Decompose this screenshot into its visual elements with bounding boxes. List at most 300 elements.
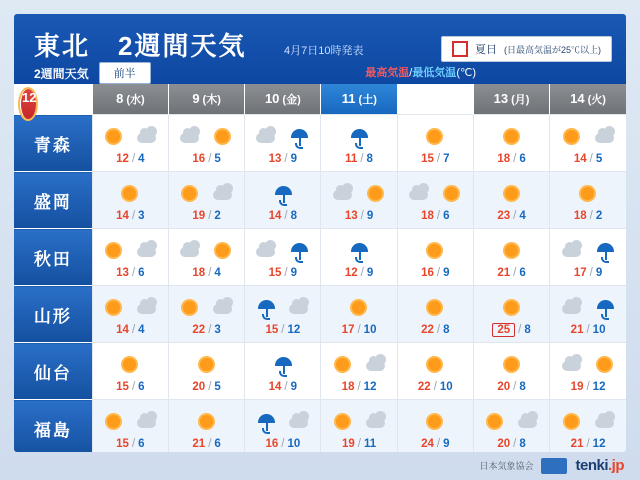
low-temp: 8 <box>519 438 526 450</box>
cloudy-icon <box>559 353 585 377</box>
day-of-week: (木) <box>202 94 221 106</box>
day-number: 12 <box>22 90 37 105</box>
temperature-pair <box>550 210 626 222</box>
forecast-cell[interactable] <box>550 229 626 286</box>
temp-separator: / <box>589 153 593 165</box>
icon-spacer <box>279 422 286 423</box>
day-of-week: (月) <box>511 94 530 106</box>
temp-separator: / <box>131 153 136 165</box>
forecast-cell[interactable] <box>168 172 244 229</box>
forecast-cell[interactable] <box>168 229 244 286</box>
low-temp: 10 <box>363 324 377 336</box>
low-temp: 12 <box>287 324 301 336</box>
forecast-cell[interactable] <box>321 400 397 453</box>
table-row <box>14 172 626 229</box>
sunny-icon <box>117 353 143 377</box>
sunny-icon <box>422 410 448 434</box>
cloudy-icon <box>134 410 160 434</box>
forecast-cell[interactable] <box>473 400 549 453</box>
forecast-cell[interactable] <box>473 172 549 229</box>
high-temp: 15 <box>421 153 434 165</box>
high-temp: 14 <box>116 210 129 222</box>
temp-separator: / <box>208 267 212 279</box>
summer-day-box-icon <box>452 41 468 57</box>
icon-spacer <box>279 137 286 138</box>
forecast-cell[interactable] <box>321 172 397 229</box>
icon-spacer <box>585 308 592 309</box>
day-number: 9 <box>192 91 200 106</box>
forecast-cell[interactable] <box>92 172 168 229</box>
day-of-week: (日) <box>39 93 58 105</box>
rain-icon <box>346 239 372 263</box>
low-temp: 4 <box>138 324 145 336</box>
sunny-icon <box>101 239 127 263</box>
low-temp: 5 <box>595 153 603 165</box>
weather-icons <box>550 238 626 264</box>
weather-icons <box>550 409 626 435</box>
temp-separator: / <box>589 267 593 279</box>
icon-spacer <box>127 422 134 423</box>
temperature-pair <box>550 153 626 165</box>
temperature-pair <box>93 267 168 279</box>
forecast-cell[interactable] <box>92 115 168 172</box>
weather-icons <box>169 181 244 207</box>
sunny-icon <box>210 125 236 149</box>
weather-icons <box>93 409 168 435</box>
low-temp: 9 <box>290 381 298 393</box>
temp-separator: / <box>433 381 437 393</box>
temp-separator: / <box>589 210 593 222</box>
cloudy-icon <box>210 182 236 206</box>
temp-separator: / <box>436 210 441 222</box>
sunny-icon <box>499 182 525 206</box>
city-label-秋田[interactable]: 秋田 <box>14 229 92 286</box>
sunny-icon <box>117 182 143 206</box>
high-temp: 12 <box>344 267 358 279</box>
temp-separator: / <box>586 438 590 450</box>
sunny-icon <box>422 125 448 149</box>
temperature-pair <box>93 381 168 393</box>
rain-icon <box>270 353 296 377</box>
sunny-icon <box>194 353 220 377</box>
low-temp: 8 <box>366 153 373 165</box>
forecast-cell[interactable] <box>245 286 321 343</box>
temperature-pair <box>398 438 473 450</box>
high-temp: 17 <box>573 267 587 279</box>
temp-separator: / <box>360 210 364 222</box>
weather-icons <box>169 409 244 435</box>
weather-icons <box>398 409 473 435</box>
weather-icons <box>169 124 244 150</box>
cloudy-icon <box>134 239 160 263</box>
weather-icons <box>93 124 168 150</box>
icon-spacer <box>127 137 134 138</box>
weather-icons <box>321 238 396 264</box>
forecast-cell[interactable] <box>321 115 397 172</box>
forecast-cell[interactable] <box>321 229 397 286</box>
temp-separator: / <box>436 324 441 336</box>
high-temp: 23 <box>497 210 511 222</box>
low-temp: 8 <box>443 324 450 336</box>
summer-day-note: (日最高気温が25℃以上) <box>503 44 601 55</box>
weather-icons <box>245 295 320 321</box>
forecast-cell[interactable] <box>92 286 168 343</box>
temp-separator: / <box>131 210 136 222</box>
low-temp: 2 <box>595 210 603 222</box>
temperature-pair <box>169 210 244 222</box>
forecast-cell[interactable] <box>550 115 626 172</box>
jma-credit: 日本気象協会 <box>479 461 534 471</box>
temp-separator: / <box>284 153 288 165</box>
rain-icon <box>286 125 312 149</box>
high-temp: 19 <box>570 381 584 393</box>
cloudy-icon <box>286 296 312 320</box>
weather-icons <box>245 238 320 264</box>
forecast-cell[interactable] <box>473 115 549 172</box>
sunny-icon <box>101 410 127 434</box>
low-temp: 8 <box>524 324 531 336</box>
forecast-cell[interactable] <box>245 400 321 453</box>
low-temp: 8 <box>519 381 526 393</box>
rain-icon <box>592 239 618 263</box>
table-header-row <box>14 84 626 115</box>
temperature-pair <box>169 381 244 393</box>
forecast-cell[interactable] <box>397 172 473 229</box>
rain-icon <box>253 296 279 320</box>
forecast-cell[interactable] <box>245 343 321 400</box>
high-temp-summer-day: 25 <box>492 323 515 337</box>
icon-spacer <box>356 194 363 195</box>
temperature-pair <box>169 267 244 279</box>
city-label-福島[interactable]: 福島 <box>14 400 92 453</box>
forecast-cell[interactable] <box>550 343 626 400</box>
summer-day-label: 夏日 <box>474 44 497 56</box>
weather-icons <box>550 295 626 321</box>
forecast-cell[interactable] <box>92 229 168 286</box>
cloudy-icon <box>406 182 432 206</box>
weather-icons <box>321 181 396 207</box>
legend-low-label: 最低気温 <box>412 67 457 79</box>
low-temp: 6 <box>138 267 145 279</box>
high-temp: 22 <box>421 324 434 336</box>
high-temp: 16 <box>421 267 434 279</box>
temperature-pair <box>474 438 549 450</box>
low-temp: 8 <box>290 210 298 222</box>
low-temp: 9 <box>366 210 374 222</box>
sunny-icon <box>422 239 448 263</box>
cloudy-icon <box>253 239 279 263</box>
temp-separator: / <box>360 267 364 279</box>
rain-icon <box>270 182 296 206</box>
forecast-cell[interactable] <box>168 400 244 453</box>
icon-spacer <box>279 308 286 309</box>
page-footer <box>479 457 624 474</box>
low-temp: 12 <box>592 381 606 393</box>
temperature-pair <box>550 324 626 336</box>
high-temp: 13 <box>268 153 282 165</box>
day-number: 13 <box>493 91 509 106</box>
temp-separator: / <box>208 381 212 393</box>
legend-separator: / <box>409 67 413 79</box>
temperature-pair <box>474 267 549 279</box>
temperature-pair <box>245 153 320 165</box>
sunny-icon <box>592 353 618 377</box>
cloudy-icon <box>177 239 203 263</box>
high-temp: 18 <box>421 210 434 222</box>
temperature-pair <box>245 438 320 450</box>
period-selector <box>34 62 151 84</box>
temp-separator: / <box>284 381 288 393</box>
temperature-pair <box>321 438 396 450</box>
high-temp: 12 <box>116 153 129 165</box>
low-temp: 12 <box>592 438 606 450</box>
temp-separator: / <box>281 324 285 336</box>
forecast-cell[interactable] <box>397 400 473 453</box>
sunny-icon <box>101 296 127 320</box>
sunny-icon <box>575 182 601 206</box>
temperature-pair <box>474 324 549 336</box>
low-temp: 11 <box>363 438 377 450</box>
weather-icons <box>245 409 320 435</box>
icon-spacer <box>203 137 210 138</box>
day-of-week: (水) <box>126 94 145 106</box>
table-row <box>14 286 626 343</box>
temperature-pair <box>550 267 626 279</box>
low-temp: 5 <box>214 153 221 165</box>
weather-icons <box>93 295 168 321</box>
high-temp: 15 <box>116 438 129 450</box>
forecast-cell[interactable] <box>473 343 549 400</box>
sunny-icon <box>177 296 203 320</box>
icon-spacer <box>585 422 592 423</box>
forecast-cell[interactable] <box>397 229 473 286</box>
temp-separator: / <box>208 210 212 222</box>
high-temp: 16 <box>265 438 279 450</box>
high-temp: 19 <box>192 210 206 222</box>
sunny-icon <box>194 410 220 434</box>
day-header-13 <box>473 84 549 115</box>
rain-icon <box>253 410 279 434</box>
cloudy-icon <box>253 125 279 149</box>
temp-separator: / <box>513 153 517 165</box>
forecast-cell[interactable] <box>321 286 397 343</box>
temp-separator: / <box>208 324 212 336</box>
weather-icons <box>169 295 244 321</box>
forecast-cell[interactable] <box>245 115 321 172</box>
weather-icons <box>550 124 626 150</box>
day-header-12 <box>20 89 58 119</box>
temperature-pair <box>93 210 168 222</box>
temperature-pair <box>93 438 168 450</box>
day-number: 14 <box>570 91 585 106</box>
weather-icons <box>474 409 549 435</box>
weather-icons <box>245 181 320 207</box>
icon-spacer <box>127 251 134 252</box>
temp-separator: / <box>284 210 288 222</box>
low-temp: 2 <box>214 210 221 222</box>
temperature-pair <box>321 381 396 393</box>
forecast-cell[interactable] <box>321 343 397 400</box>
forecast-cell[interactable] <box>550 286 626 343</box>
forecast-cell[interactable] <box>473 286 549 343</box>
forecast-cell[interactable] <box>245 229 321 286</box>
sunny-icon <box>482 410 508 434</box>
cloudy-icon <box>134 125 160 149</box>
temperature-pair <box>93 153 168 165</box>
forecast-cell[interactable] <box>92 400 168 453</box>
icon-spacer <box>432 194 439 195</box>
low-temp: 6 <box>443 210 450 222</box>
low-temp: 10 <box>287 438 301 450</box>
temperature-pair <box>245 210 320 222</box>
temperature-pair <box>321 153 396 165</box>
forecast-table-container <box>14 84 626 452</box>
weather-icons <box>398 295 473 321</box>
weather-icons <box>474 352 549 378</box>
temp-separator: / <box>436 153 441 165</box>
table-body <box>14 115 626 453</box>
high-temp: 14 <box>573 153 587 165</box>
temperature-pair <box>169 438 244 450</box>
forecast-cell[interactable] <box>168 286 244 343</box>
forecast-cell[interactable] <box>168 115 244 172</box>
high-temp: 13 <box>344 210 358 222</box>
weather-icons <box>474 238 549 264</box>
high-temp: 14 <box>268 381 282 393</box>
brand-logo[interactable] <box>575 457 624 474</box>
sunny-icon <box>346 296 372 320</box>
temperature-pair <box>398 381 473 393</box>
low-temp: 4 <box>214 267 221 279</box>
legend-high-label: 最高気温 <box>365 67 410 79</box>
weather-icons <box>398 238 473 264</box>
weather-icons <box>93 352 168 378</box>
sunny-icon <box>499 125 525 149</box>
high-temp: 18 <box>573 210 587 222</box>
temperature-pair <box>169 153 244 165</box>
sunny-icon <box>363 182 389 206</box>
low-temp: 9 <box>290 267 298 279</box>
city-label-盛岡[interactable]: 盛岡 <box>14 172 92 229</box>
temperature-pair <box>245 267 320 279</box>
page-header <box>14 14 626 84</box>
cloudy-icon <box>134 296 160 320</box>
forecast-cell[interactable] <box>473 229 549 286</box>
table-row <box>14 115 626 172</box>
legend-unit: (℃) <box>456 67 476 79</box>
temperature-pair <box>93 324 168 336</box>
low-temp: 10 <box>439 381 453 393</box>
weather-icons <box>398 181 473 207</box>
forecast-cell[interactable] <box>168 343 244 400</box>
cloudy-icon <box>592 410 618 434</box>
temp-separator: / <box>357 438 361 450</box>
cloudy-icon <box>330 182 356 206</box>
low-temp: 9 <box>595 267 603 279</box>
sunny-icon <box>499 353 525 377</box>
sunny-icon <box>101 125 127 149</box>
page-title: 東北 2週間天気 <box>34 31 247 61</box>
forecast-cell[interactable] <box>550 172 626 229</box>
temp-separator: / <box>436 438 441 450</box>
temperature-pair <box>398 267 473 279</box>
city-label-青森[interactable]: 青森 <box>14 115 92 172</box>
temp-separator: / <box>131 324 136 336</box>
temperature-pair <box>550 381 626 393</box>
period-tab-first-half[interactable]: 前半 <box>99 62 151 84</box>
rain-icon <box>346 125 372 149</box>
low-temp: 9 <box>290 153 298 165</box>
sunny-icon <box>559 125 585 149</box>
temperature-pair <box>474 381 549 393</box>
high-temp: 18 <box>497 153 511 165</box>
cloudy-icon <box>592 125 618 149</box>
temperature-pair <box>245 324 320 336</box>
temp-separator: / <box>131 381 136 393</box>
temp-separator: / <box>281 438 285 450</box>
table-row <box>14 229 626 286</box>
temp-separator: / <box>208 153 212 165</box>
temperature-pair <box>474 153 549 165</box>
low-temp: 10 <box>592 324 606 336</box>
temperature-pair <box>398 324 473 336</box>
sunny-icon <box>422 296 448 320</box>
low-temp: 9 <box>443 267 450 279</box>
temperature-pair <box>321 267 396 279</box>
sunny-icon <box>330 410 356 434</box>
icon-spacer <box>508 422 515 423</box>
forecast-cell[interactable] <box>397 343 473 400</box>
temp-separator: / <box>586 324 590 336</box>
temp-separator: / <box>208 438 212 450</box>
low-temp: 6 <box>519 267 526 279</box>
low-temp: 4 <box>519 210 526 222</box>
weather-icons <box>398 352 473 378</box>
low-temp: 6 <box>138 381 145 393</box>
low-temp: 3 <box>214 324 221 336</box>
temperature-pair <box>398 210 473 222</box>
city-label-仙台[interactable]: 仙台 <box>14 343 92 400</box>
temp-separator: / <box>357 381 361 393</box>
high-temp: 11 <box>345 153 358 165</box>
high-temp: 21 <box>570 438 584 450</box>
low-temp: 3 <box>138 210 145 222</box>
sunny-icon <box>559 410 585 434</box>
forecast-cell[interactable] <box>245 172 321 229</box>
day-number: 8 <box>116 91 124 106</box>
forecast-cell[interactable] <box>397 115 473 172</box>
cloudy-icon <box>363 410 389 434</box>
forecast-cell[interactable] <box>397 286 473 343</box>
day-header-8 <box>92 84 168 115</box>
high-temp: 20 <box>192 381 206 393</box>
day-number: 10 <box>264 91 280 106</box>
forecast-cell[interactable] <box>550 400 626 453</box>
icon-spacer <box>203 308 210 309</box>
icon-spacer <box>203 194 210 195</box>
weather-icons <box>245 124 320 150</box>
temperature-pair <box>550 438 626 450</box>
city-label-山形[interactable]: 山形 <box>14 286 92 343</box>
icon-spacer <box>585 365 592 366</box>
high-temp: 20 <box>497 438 511 450</box>
low-temp: 6 <box>214 438 221 450</box>
temp-separator: / <box>436 267 441 279</box>
weather-icons <box>550 352 626 378</box>
weather-icons <box>398 124 473 150</box>
high-temp: 16 <box>192 153 206 165</box>
forecast-cell[interactable] <box>92 343 168 400</box>
